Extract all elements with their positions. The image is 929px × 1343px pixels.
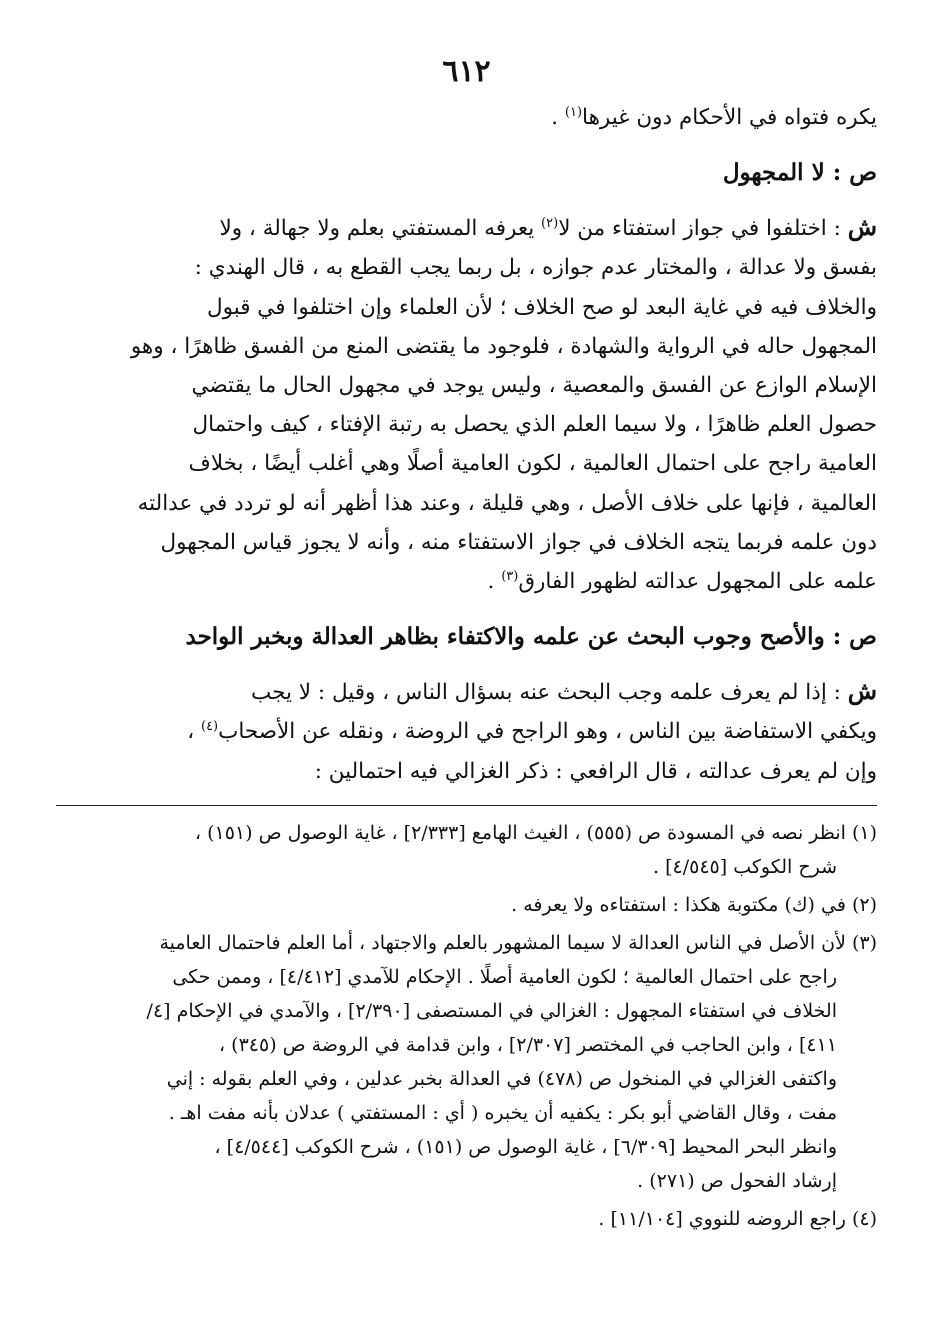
footnote-number: (٤) <box>851 1207 877 1230</box>
footnote-number: (٣) <box>851 931 877 954</box>
para1-line: والخلاف فيه في غاية البعد لو صح الخلاف ؛ لأن العلماء وإن اختلفوا في قبول <box>206 294 877 320</box>
footnote-number: (٢) <box>851 893 877 916</box>
commentary-marker: ش <box>847 212 877 242</box>
para1-last-text: علمه على المجهول عدالته لظهور الفارق <box>518 569 877 595</box>
footnote-ref-1[interactable]: (١) <box>564 104 583 120</box>
intro-text: يكره فتواه في الأحكام دون غيرها <box>582 105 877 130</box>
footnote-ref-3[interactable]: (٣) <box>501 568 519 584</box>
page-number: ٦١٢ <box>442 54 491 89</box>
para1-line: العالمية ، فإنها على خلاف الأصل ، وهي قليلة ، وعند هذا أظهر أنه لو تردد في عدالته <box>137 490 877 516</box>
section-heading-2: ص : والأصح وجوب البحث عن علمه والاكتفاء بظاهر العدالة وبخبر الواحد <box>185 623 877 651</box>
para1-first-b: يعرفه المستفتي بعلم ولا جهالة ، ولا <box>219 216 542 242</box>
footnote-line: واكتفى الغزالي في المنخول ص (٤٧٨) في العدالة بخبر عدلين ، وفي العلم بقوله : إني <box>166 1067 837 1090</box>
footnote-text: لأن الأصل في الناس العدالة لا سيما المشهور بالعلم والاجتهاد ، أما العلم فاحتمال العامية <box>159 931 846 954</box>
footnote-line: راجح على احتمال العالمية ؛ لكون العامية أصلًا . الإحكام للآمدي [٤/٤١٢] ، وممن حكى <box>172 965 837 988</box>
intro-end: . <box>551 105 565 130</box>
footnote-ref-4[interactable]: (٤) <box>200 719 219 735</box>
para2-line-1 <box>56 712 877 751</box>
footnote-line: الخلاف في استفتاء المجهول : الغزالي في المستصفى [٢/٣٩٠] ، والآمدي في الإحكام [٤/ <box>146 999 837 1022</box>
para1-last-end: . <box>487 569 502 595</box>
footnote-text: راجع الروضه للنووي [١١/١٠٤] . <box>598 1207 846 1230</box>
para1-line: العامية راجح على احتمال العالمية ، لكون العامية أصلًا وهي أغلب أيضًا ، بخلاف <box>188 451 877 477</box>
para2-second-b: ، <box>187 719 201 745</box>
intro-line <box>56 98 877 137</box>
footnote-line: مفت ، وقال القاضي أبو بكر : يكفيه أن يخبره ( أي : المستفتي ) عدلان بأنه مفت اهـ . <box>168 1101 837 1124</box>
para2-line-2: وإن لم يعرف عدالته ، قال الرافعي : ذكر الغزالي فيه احتمالين : <box>314 758 877 784</box>
para1-line-0 <box>56 207 877 248</box>
para2-line-0 <box>56 671 877 712</box>
footnote-ref-2[interactable]: (٢) <box>541 216 559 232</box>
intro-paragraph <box>56 98 877 137</box>
footnote-text: في (ك) مكتوبة هكذا : استفتاءه ولا يعرفه . <box>511 893 846 916</box>
para1-line: الإسلام الوازع عن الفسق والمعصية ، وليس يوجد في مجهول الحال ما يقتضي <box>191 373 877 399</box>
footnote-line: شرح الكوكب [٤/٥٤٥] . <box>653 855 837 878</box>
footnote-line: ٤١١] ، وابن الحاجب في المختصر [٢/٣٠٧] ، وابن قدامة في الروضة ص (٣٤٥) ، <box>218 1033 837 1056</box>
para2-second-a: ويكفي الاستفاضة بين الناس ، وهو الراجح في الروضة ، ونقله عن الأصحاب <box>218 719 877 745</box>
footnote-3 <box>56 926 877 1198</box>
footnotes <box>56 816 877 1236</box>
footnote-line <box>56 926 877 960</box>
para1-first-a: : اختلفوا في جواز استفتاء من لا <box>558 216 848 242</box>
section-heading-1: ص : لا المجهول <box>722 159 877 187</box>
footnote-line <box>56 1202 877 1236</box>
footnote-text: انظر نصه في المسودة ص (٥٥٥) ، الغيث الهامع [٢/٣٣٣] ، غاية الوصول ص (١٥١) ، <box>194 821 846 844</box>
footnote-4 <box>56 1202 877 1236</box>
para1-line: حصول العلم ظاهرًا ، ولا سيما العلم الذي يحصل به رتبة الإفتاء ، كيف واحتمال <box>192 412 877 438</box>
para1-line: دون علمه فربما يتجه الخلاف في جواز الاستفتاء منه ، وأنه لا يجوز قياس المجهول <box>160 529 877 555</box>
commentary-paragraph-2 <box>56 671 877 791</box>
para2-first: : إذا لم يعرف علمه وجب البحث عنه بسؤال الناس ، وقيل : لا يجب <box>251 680 848 706</box>
commentary-marker: ش <box>847 676 877 706</box>
footnote-separator <box>56 805 877 806</box>
footnote-line <box>56 816 877 850</box>
para1-line: المجهول حاله في الرواية والشهادة ، فلوجود ما يقتضى المنع من الفسق ظاهرًا ، وهو <box>130 333 877 359</box>
footnote-2 <box>56 888 877 922</box>
para1-last-line <box>56 562 877 601</box>
para1-line: بفسق ولا عدالة ، والمختار عدم جوازه ، بل ربما يجب القطع به ، قال الهندي : <box>194 255 877 281</box>
footnote-line <box>56 888 877 922</box>
footnote-line: وانظر البحر المحيط [٦/٣٠٩] ، غاية الوصول ص (١٥١) ، شرح الكوكب [٤/٥٤٤] ، <box>214 1135 837 1158</box>
footnote-line: إرشاد الفحول ص (٢٧١) . <box>637 1169 837 1192</box>
commentary-paragraph-1 <box>56 207 877 601</box>
footnote-number: (١) <box>851 821 877 844</box>
footnote-1 <box>56 816 877 884</box>
